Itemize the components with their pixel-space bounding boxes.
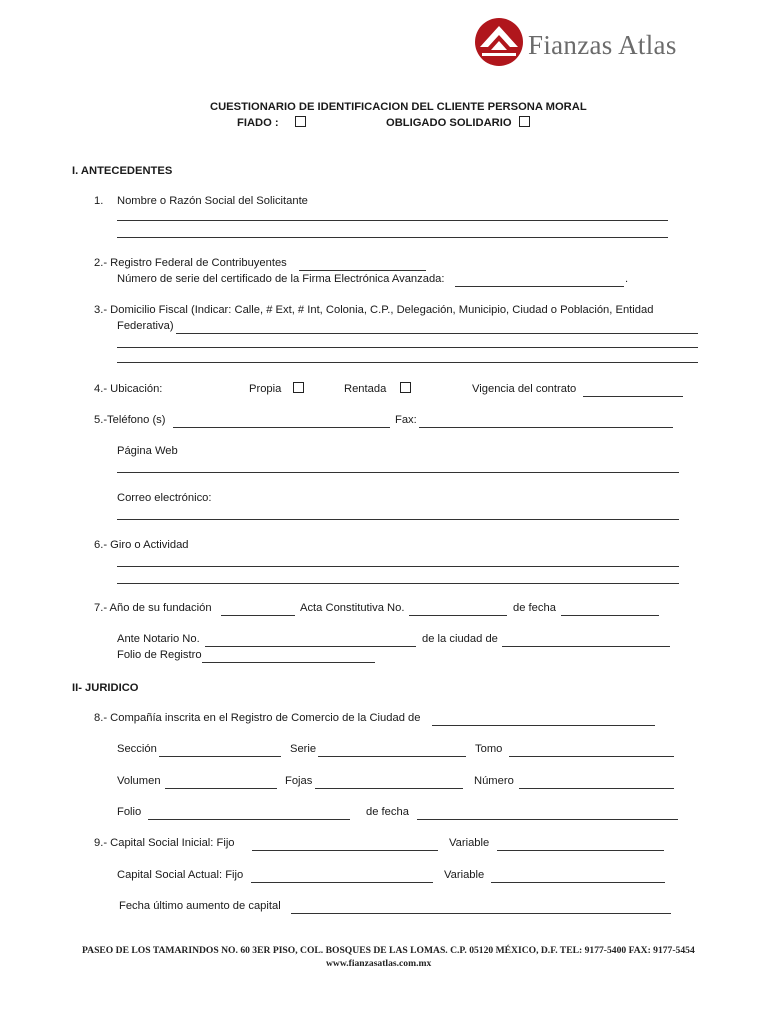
web-line[interactable] — [117, 472, 679, 473]
notario-line[interactable] — [205, 646, 416, 647]
propia-label: Propia — [249, 383, 282, 395]
form-title: CUESTIONARIO DE IDENTIFICACION DEL CLIENTE PERSONA MORAL — [210, 101, 587, 113]
acta-line[interactable] — [409, 615, 507, 616]
vigencia-line[interactable] — [583, 396, 683, 397]
domicilio-line-3[interactable] — [117, 362, 698, 363]
folio-line[interactable] — [148, 819, 350, 820]
fojas-line[interactable] — [315, 788, 463, 789]
fiel-line[interactable] — [455, 286, 624, 287]
q2-sub-label: Número de serie del certificado de la Firma Electrónica Avanzada: — [117, 273, 445, 285]
fojas-label: Fojas — [285, 775, 313, 787]
propia-checkbox[interactable] — [293, 382, 304, 393]
rentada-checkbox[interactable] — [400, 382, 411, 393]
ciudad-label: de la ciudad de — [422, 633, 498, 645]
numero-label: Número — [474, 775, 514, 787]
fax-line[interactable] — [419, 427, 673, 428]
email-label: Correo electrónico: — [117, 492, 212, 504]
notario-label: Ante Notario No. — [117, 633, 200, 645]
section-heading-juridico: II- JURIDICO — [72, 682, 139, 694]
numero-line[interactable] — [519, 788, 674, 789]
volumen-label: Volumen — [117, 775, 161, 787]
capital-actual-fijo-line[interactable] — [251, 882, 433, 883]
capital-inicial-fijo-line[interactable] — [252, 850, 438, 851]
fiado-label: FIADO : — [237, 117, 279, 129]
q1-label: Nombre o Razón Social del Solicitante — [117, 195, 308, 207]
ciudad-line[interactable] — [502, 646, 670, 647]
ultimo-aumento-label: Fecha último aumento de capital — [119, 900, 281, 912]
acta-label: Acta Constitutiva No. — [300, 602, 405, 614]
tomo-label: Tomo — [475, 743, 503, 755]
folio-registro-label: Folio de Registro — [117, 649, 202, 661]
obligado-label: OBLIGADO SOLIDARIO — [386, 117, 512, 129]
giro-line-1[interactable] — [117, 566, 679, 567]
footer-address: PASEO DE LOS TAMARINDOS NO. 60 3ER PISO, COL. BOSQUES DE LAS LOMAS. C.P. 05120 MÉXICO, D.F. TEL: 9177-5400 FAX: 9177-5454 — [82, 945, 695, 956]
email-line[interactable] — [117, 519, 679, 520]
company-logo — [474, 17, 684, 69]
section-heading-antecedentes: I. ANTECEDENTES — [72, 165, 173, 177]
folio-registro-line[interactable] — [202, 662, 375, 663]
q2-label: 2.- Registro Federal de Contribuyentes — [94, 257, 287, 269]
footer-website: www.fianzasatlas.com.mx — [326, 958, 432, 969]
serie-line[interactable] — [318, 756, 466, 757]
capital-inicial-variable-line[interactable] — [497, 850, 664, 851]
tomo-line[interactable] — [509, 756, 674, 757]
vigencia-label: Vigencia del contrato — [472, 383, 577, 395]
folio-label: Folio — [117, 806, 142, 818]
volumen-line[interactable] — [165, 788, 277, 789]
ultimo-aumento-line[interactable] — [291, 913, 671, 914]
capital-actual-label: Capital Social Actual: Fijo — [117, 869, 244, 881]
seccion-label: Sección — [117, 743, 157, 755]
q8-label: 8.- Compañía inscrita en el Registro de Comercio de la Ciudad de — [94, 712, 421, 724]
domicilio-line-1[interactable] — [176, 333, 698, 334]
giro-line-2[interactable] — [117, 583, 679, 584]
seccion-line[interactable] — [159, 756, 281, 757]
razon-social-line-2[interactable] — [117, 237, 668, 238]
rentada-label: Rentada — [344, 383, 387, 395]
folio-fecha-line[interactable] — [417, 819, 678, 820]
domicilio-line-2[interactable] — [117, 347, 698, 348]
variable-actual-label: Variable — [444, 869, 485, 881]
q1-number: 1. — [94, 195, 104, 207]
acta-fecha-line[interactable] — [561, 615, 659, 616]
fundacion-line[interactable] — [221, 615, 295, 616]
telefono-line[interactable] — [173, 427, 390, 428]
rfc-line[interactable] — [299, 270, 426, 271]
q4-label: 4.- Ubicación: — [94, 383, 163, 395]
acta-fecha-label: de fecha — [513, 602, 556, 614]
q3-label: 3.- Domicilio Fiscal (Indicar: Calle, # Ext, # Int, Colonia, C.P., Delegación, Municipio, Ciudad o Población, Entidad — [94, 304, 654, 316]
registro-ciudad-line[interactable] — [432, 725, 655, 726]
razon-social-line-1[interactable] — [117, 220, 668, 221]
obligado-checkbox[interactable] — [519, 116, 530, 127]
q5-label: 5.-Teléfono (s) — [94, 414, 166, 426]
brand-name: Fianzas Atlas — [528, 30, 677, 60]
folio-fecha-label: de fecha — [366, 806, 409, 818]
web-label: Página Web — [117, 445, 178, 457]
q2-sub-end: . — [625, 273, 629, 285]
capital-actual-variable-line[interactable] — [491, 882, 665, 883]
q9-label: 9.- Capital Social Inicial: Fijo — [94, 837, 235, 849]
fiado-checkbox[interactable] — [295, 116, 306, 127]
q7-label: 7.- Año de su fundación — [94, 602, 212, 614]
fax-label: Fax: — [395, 414, 417, 426]
q3-cont: Federativa) — [117, 320, 174, 332]
serie-label: Serie — [290, 743, 317, 755]
variable-inicial-label: Variable — [449, 837, 490, 849]
q6-label: 6.- Giro o Actividad — [94, 539, 189, 551]
atlas-logo-icon — [474, 17, 524, 67]
